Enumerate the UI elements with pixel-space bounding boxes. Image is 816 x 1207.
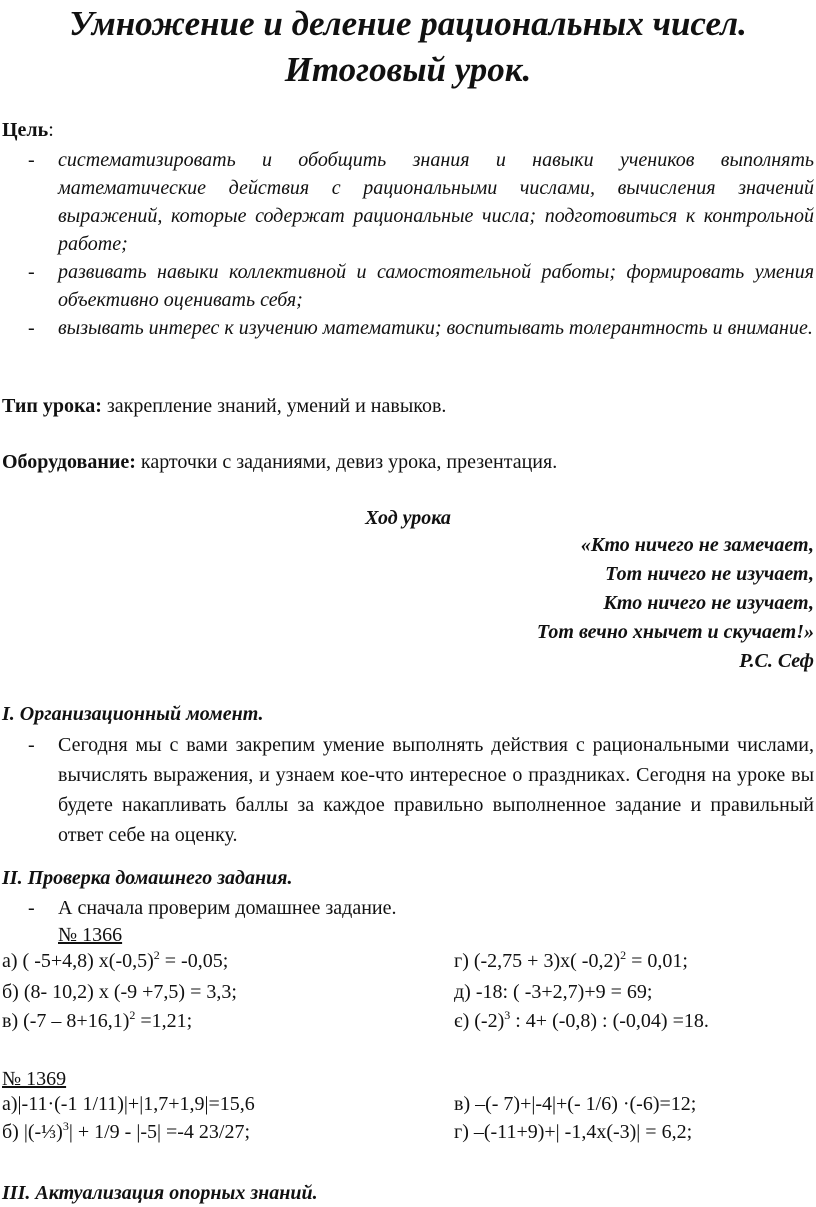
task-1369-row-2: [2, 1121, 814, 1151]
title-line-2: Итоговый урок.: [284, 50, 532, 89]
goal-item: - развивать навыки коллективной и самостоятельной работы; формировать умения объективно оценивать себя;: [2, 258, 814, 314]
task-item-b: б) |(-⅓)$^3$| + 1/9 - |-5| =-4 23/27;: [2, 1119, 251, 1143]
goal-list: [2, 146, 814, 342]
epigraph-line: Кто ничего не изучает,: [603, 592, 814, 614]
section-3-heading: III. Актуализация опорных знаний.: [2, 1182, 318, 1204]
section-1-item: - Сегодня мы с вами закрепим умение выполнять действия с рациональными числами, вычислять выражения, и узнаем кое-что интересное о праздниках. Сегодня на уроке вы будете накапливать баллы за каждое правильно выполненное задание и правильный ответ себе на оценку.: [2, 730, 814, 850]
section-1-list: [2, 730, 814, 850]
task-item-v: в) $(-7 - 8+16,1)^2 =1,21$;: [2, 1008, 193, 1032]
task-1366-row-2: [2, 981, 814, 1011]
task-item-a: а) ( -5+4,8) $х(-0,5)^2 = -0,05$;: [2, 948, 229, 972]
equipment-value: карточки с заданиями, девиз урока, презентация.: [135, 451, 558, 473]
title-line-1: Умножение и деление рациональных чисел.: [69, 4, 747, 43]
epigraph-line: «Кто ничего не замечает,: [580, 534, 814, 556]
task-1366-number: [58, 921, 358, 949]
epigraph-author: Р.С. Сеф: [739, 650, 814, 672]
epigraph-line: Тот ничего не изучает,: [605, 563, 814, 585]
lesson-type-value: закрепление знаний, умений и навыков.: [101, 395, 447, 417]
section-2-heading: II. Проверка домашнего задания.: [2, 867, 293, 889]
task-item-e: є) $(-2)^3$ : 4+ (-0,8) : (-0,04) =18.: [454, 1008, 709, 1032]
task-1369-number: [2, 1065, 814, 1093]
equipment-label: Оборудование:: [2, 451, 136, 473]
task-item-d: д) -18: ( -3+2,7)+9 = 69;: [454, 981, 653, 1003]
task-1366-row-1: [2, 950, 814, 980]
goal-label-line: [2, 116, 814, 144]
task-item-g: г) –(-11+9)+| -1,4х(-3)| = 6,2;: [454, 1121, 693, 1143]
course-heading: Ход урока: [365, 507, 451, 529]
goal-colon: :: [48, 119, 54, 141]
task-1366-row-3: [2, 1010, 814, 1040]
goal-item: - систематизировать и обобщить знания и навыки учеников выполнять математические действия с рациональными числами, вычисления значений выражений, которые содержат рациональные числа; подготовиться к контрольной работе;: [2, 146, 814, 258]
section-2-intro: - А сначала проверим домашнее задание.: [2, 893, 814, 923]
task-item-g: г) (-2,75 + 3)х( -0,2)$^2$ = 0,01;: [454, 948, 688, 972]
task-item-a: а)|-11·(-1 1/11)|+|1,7+1,9|=15,6: [2, 1093, 255, 1115]
document-title: [0, 1, 816, 93]
section-2-list: [2, 893, 814, 923]
task-number: № 1366: [58, 924, 123, 946]
lesson-type: [2, 392, 814, 420]
goal-label: Цель: [2, 119, 49, 141]
task-number: № 1369: [2, 1068, 67, 1090]
goal-item: - вызывать интерес к изучению математики; воспитывать толерантность и внимание.: [2, 314, 814, 342]
task-1369-row-1: [2, 1093, 814, 1123]
lesson-type-label: Тип урока:: [2, 395, 102, 417]
task-item-b: б) (8- 10,2) х (-9 +7,5) = 3,3;: [2, 981, 237, 1003]
epigraph: [2, 531, 814, 676]
epigraph-line: Тот вечно хнычет и скучает!»: [536, 621, 814, 643]
task-item-v: в) –(- 7)+|-4|+(- 1/6) ·(-6)=12;: [454, 1093, 697, 1115]
equipment: [2, 448, 814, 476]
section-1-heading: I. Организационный момент.: [2, 703, 264, 725]
